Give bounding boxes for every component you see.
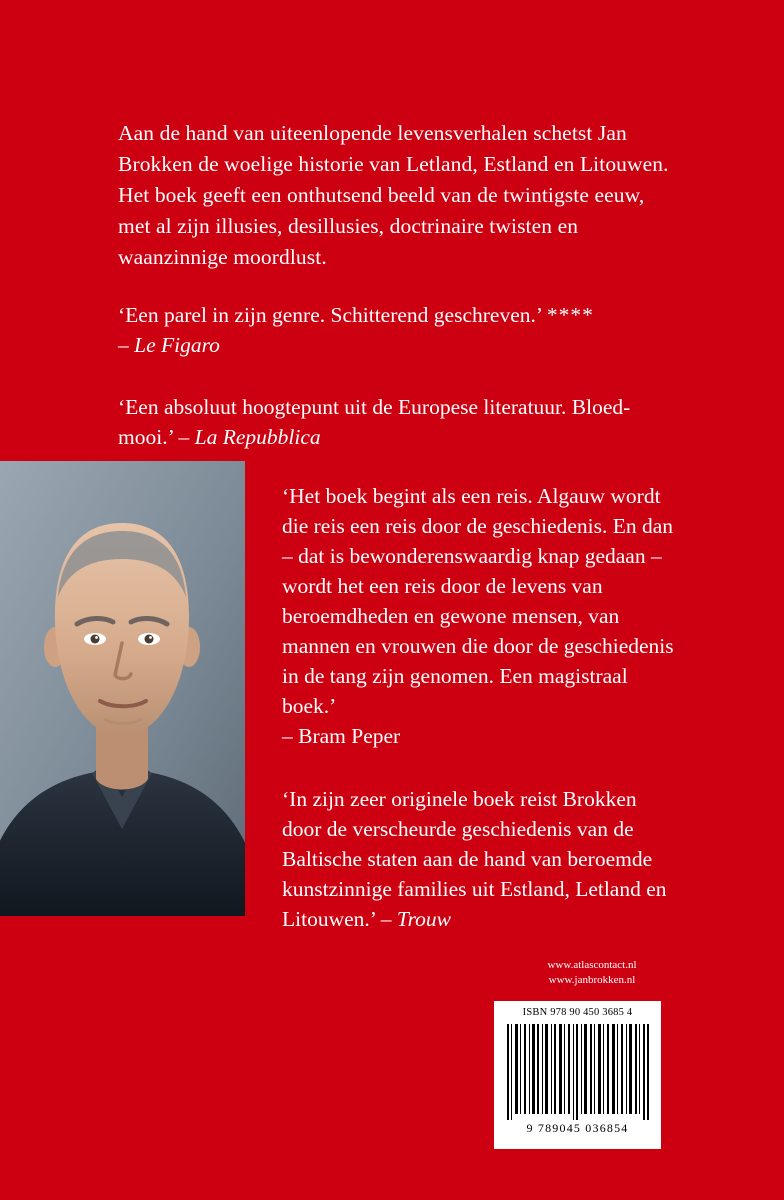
barcode-bars: [505, 1024, 651, 1120]
review-quote-trouw: [282, 784, 680, 934]
book-blurb: Aan de hand van uiteenlopende levensverhalen schetst Jan Brokken de woelige historie van Letland, Estland en Litouwen. Het boek geeft een onthutsend beeld van de twintigste eeuw, met al zijn illusies, desillusies, doctrinaire twisten en waanzinnige moordlust.: [118, 120, 669, 269]
quote-source: – La Repubblica: [178, 424, 321, 449]
publisher-url[interactable]: www.atlascontact.nl: [547, 959, 637, 971]
quote-text: ‘Het boek begint als een reis. Algauw wordt die reis een reis door de geschiedenis. En dan – dat is bewonderenswaardig knap gedaan – wordt het een reis door de levens van beroemdheden en gewone mensen, van mannen en vrouwen die door de geschiedenis in de tang zijn genomen. Een magistraal boek.’: [282, 483, 674, 718]
ean-number: 9 789045 036854: [526, 1121, 629, 1135]
author-url[interactable]: www.janbrokken.nl: [548, 974, 636, 986]
barcode-block: [494, 1001, 661, 1149]
quote-source: – Bram Peper: [282, 723, 401, 748]
star-rating: ****: [546, 302, 594, 327]
website-urls: [512, 958, 672, 988]
quote-text: ‘In zijn zeer originele boek reist Brokken door de verscheurde geschiedenis van de Baltische staten aan de hand van beroemde kunstzinnige families uit Estland, Letland en Litouwen.’: [282, 786, 667, 931]
review-quote-figaro: [118, 300, 678, 360]
isbn-text: ISBN 978 90 450 3685 4: [522, 1007, 633, 1018]
quote-source: – Trouw: [380, 906, 452, 931]
review-quote-repubblica: [118, 392, 678, 452]
quote-text: ‘Een parel in zijn genre. Schitterend geschreven.’: [118, 302, 542, 327]
quote-source: – Le Figaro: [118, 332, 220, 357]
review-quote-bram-peper: [282, 481, 680, 751]
author-portrait-photo: [0, 461, 245, 916]
quote-text: ‘Een absoluut hoogtepunt uit de Europese literatuur. Bloed-mooi.’: [118, 394, 631, 449]
